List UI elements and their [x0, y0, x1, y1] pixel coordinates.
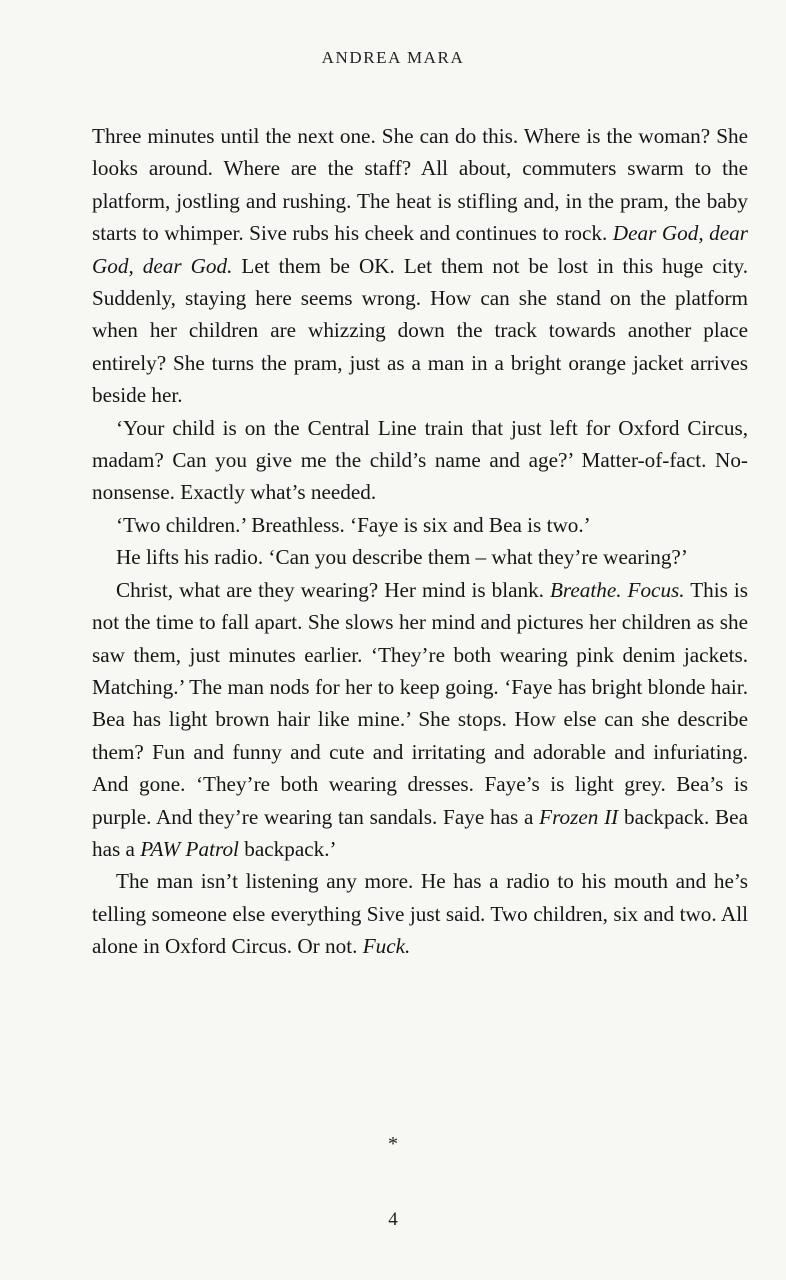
paragraph-6 — [92, 865, 748, 962]
section-break: * — [388, 1133, 398, 1155]
text-run: This is not the time to fall apart. She slows her mind and pictures her children as she saw them, just minutes earlier. ‘They’re both wearing pink denim jackets. Matching.’ The man nods for her to keep going. ‘Faye has bright blonde hair. Bea has light brown hair like mine.’ She stops. How else can she describe them? Fun and funny and cute and irritating and adorable and infuriating. And gone. ‘They’re both wearing dresses. Faye’s is light grey. Bea’s is purple. And they’re wearing tan sandals. Faye has a — [92, 577, 748, 829]
italic-run: Breathe. Focus. — [549, 577, 685, 602]
italic-run: Dear God, dear God, dear God. — [92, 221, 748, 278]
text-run: The man isn’t listening any more. He has a radio to his mouth and he’s telling someone else everything Sive just said. Two children, six and two. All alone in Oxford Circus. Or not. — [92, 869, 748, 959]
page-number: 4 — [388, 1209, 398, 1230]
body-text — [92, 120, 748, 963]
paragraph-4: He lifts his radio. ‘Can you describe them – what they’re wearing?’ — [116, 545, 688, 570]
text-run: Three minutes until the next one. She can do this. Where is the woman? She looks around. Where are the staff? All about, commuters swarm to the platform, jostling and rushing. The heat is stifling and, in the pram, the baby starts to whimper. Sive rubs his cheek and continues to rock. — [92, 124, 748, 246]
text-run: backpack.’ — [238, 836, 337, 861]
paragraph-3: ‘Two children.’ Breathless. ‘Faye is six and Bea is two.’ — [116, 512, 591, 537]
paragraph-5 — [92, 574, 748, 866]
text-run: backpack. Bea has a — [92, 804, 748, 861]
running-head: ANDREA MARA — [321, 48, 465, 67]
text-run: Let them be OK. Let them not be lost in this huge city. Suddenly, staying here seems wrong. How can she stand on the platform when her children are whizzing down the track towards another place entirely? She turns the pram, just as a man in a bright orange jacket arrives beside her. — [92, 253, 748, 408]
italic-run: Frozen II — [539, 804, 619, 829]
paragraph-2: ‘Your child is on the Central Line train that just left for Oxford Circus, madam? Can you give me the child’s name and age?’ Matter-of-fact. No-nonsense. Exactly what’s needed. — [92, 415, 748, 505]
italic-run: Fuck. — [362, 934, 411, 959]
italic-run: PAW Patrol — [140, 836, 239, 861]
text-run: Christ, what are they wearing? Her mind is blank. — [116, 577, 550, 602]
paragraph-1 — [92, 120, 748, 412]
